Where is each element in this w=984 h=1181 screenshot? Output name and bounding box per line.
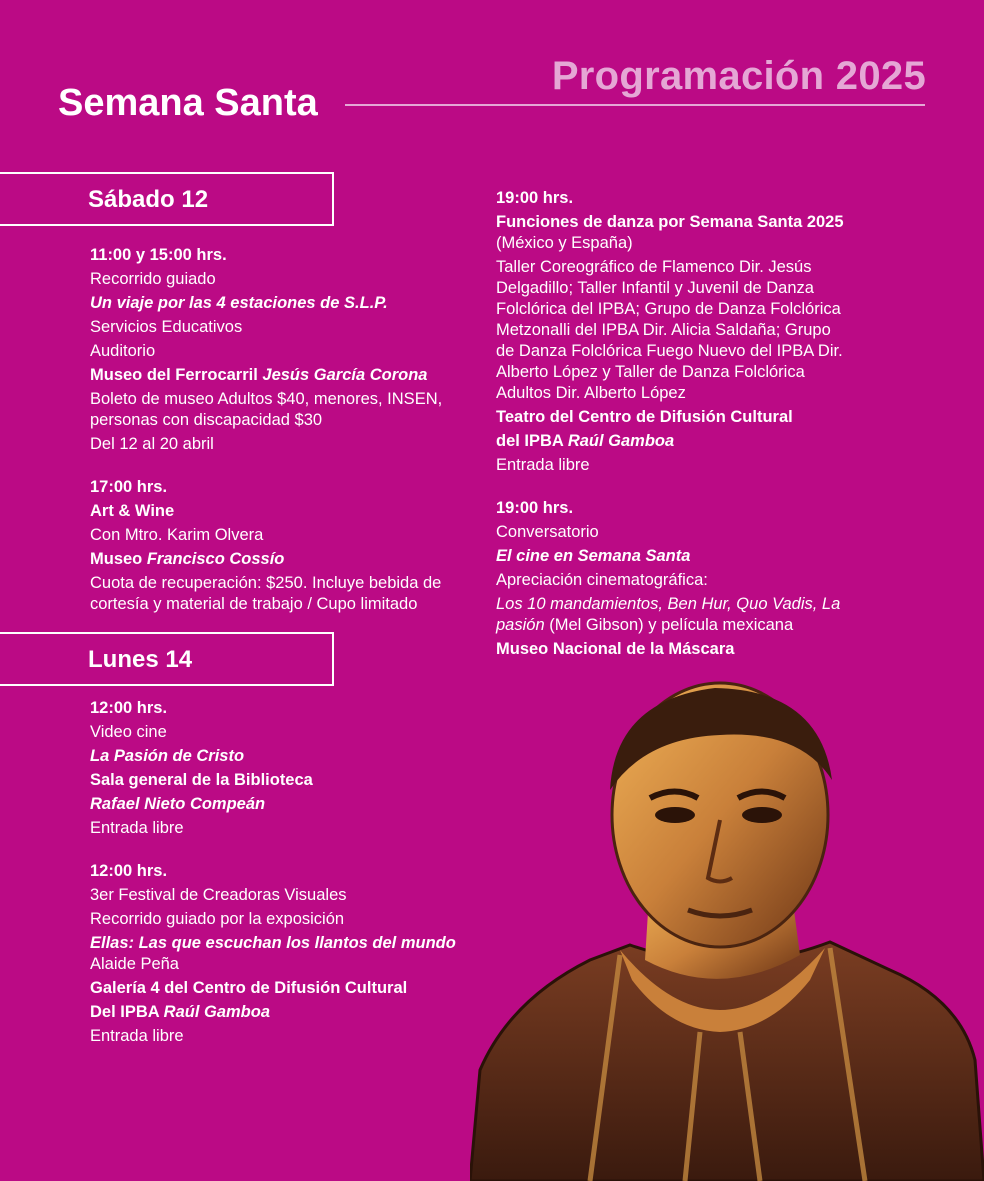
event-venue-line-2 (496, 431, 936, 452)
event-entry: Entrada libre (90, 1027, 184, 1045)
event-room: Auditorio (90, 342, 156, 360)
event-desc-line-7: Adultos Dir. Alberto López (496, 384, 686, 402)
venue-name: Del IPBA (90, 1003, 164, 1021)
event-time: 17:00 hrs. (90, 478, 168, 496)
event-subheading: Apreciación cinematográfica: (496, 571, 708, 589)
event-time: 19:00 hrs. (496, 189, 574, 207)
event-type: Recorrido guiado (90, 270, 216, 288)
event-festival: 3er Festival de Creadoras Visuales (90, 886, 347, 904)
event-venue-line-1: Teatro del Centro de Difusión Cultural (496, 408, 793, 426)
right-column-events (496, 188, 936, 682)
title-rule (345, 104, 925, 106)
event-desc-line-5: de Danza Folclórica Fuego Nuevo del IPBA Dir. (496, 342, 843, 360)
film-title-italic: pasión (496, 616, 545, 634)
event-desc-line-2: Delgadillo; Taller Infantil y Juvenil de Danza (496, 279, 814, 297)
event-venue-line-1: Galería 4 del Centro de Difusión Cultural (90, 979, 408, 997)
event-price-line-2: personas con discapacidad $30 (90, 411, 323, 429)
film-note: (Mel Gibson) y película mexicana (544, 616, 794, 634)
event-price-line-1: Boleto de museo Adultos $40, menores, INSEN, (90, 390, 443, 408)
event-title: Ellas: Las que escuchan los llantos del mundo (90, 934, 456, 952)
venue-name-italic: Raúl Gamboa (567, 432, 675, 450)
event-desc-line-4: Metzonalli del IPBA Dir. Alicia Saldaña; Grupo (496, 321, 831, 339)
event-subtitle: (México y España) (496, 234, 633, 252)
event-type: Recorrido guiado por la exposición (90, 910, 345, 928)
event-films-line-2 (496, 615, 936, 636)
actor-portrait-illustration (470, 680, 984, 1181)
event-artist: Alaide Peña (90, 955, 179, 973)
event-organizer: Servicios Educativos (90, 318, 243, 336)
event-entry: Entrada libre (90, 819, 184, 837)
event-time: 12:00 hrs. (90, 862, 168, 880)
venue-name: del IPBA (496, 432, 568, 450)
section-title: Semana Santa (58, 82, 318, 124)
event-type: Conversatorio (496, 523, 599, 541)
event-venue-line-2: Rafael Nieto Compeán (90, 795, 266, 813)
event-time: 12:00 hrs. (90, 699, 168, 717)
day-box-monday (0, 632, 334, 686)
venue-name-italic: Jesús García Corona (262, 366, 428, 384)
event-films-line-1: Los 10 mandamientos, Ben Hur, Quo Vadis, La (496, 595, 841, 613)
event-desc-line-6: Alberto López y Taller de Danza Folclórica (496, 363, 805, 381)
event-type: Video cine (90, 723, 167, 741)
monday-events (90, 698, 485, 1069)
venue-name: Museo del Ferrocarril (90, 366, 263, 384)
event-dates: Del 12 al 20 abril (90, 435, 214, 453)
venue-name-italic: Francisco Cossío (146, 550, 285, 568)
venue-name: Museo (90, 550, 147, 568)
day-box-saturday (0, 172, 334, 226)
saturday-events (90, 245, 485, 637)
event-title: Art & Wine (90, 502, 175, 520)
event-venue-line-2 (90, 1002, 485, 1023)
event-title: Un viaje por las 4 estaciones de S.L.P. (90, 294, 388, 312)
event-title: La Pasión de Cristo (90, 747, 245, 765)
event-venue: Museo Nacional de la Máscara (496, 640, 735, 658)
event-art-wine (90, 477, 485, 615)
event-time: 11:00 y 15:00 hrs. (90, 246, 227, 264)
event-title: El cine en Semana Santa (496, 547, 691, 565)
event-price-line-2: cortesía y material de trabajo / Cupo limitado (90, 595, 418, 613)
event-creadoras-visuales (90, 861, 485, 1047)
day-label-monday: Lunes 14 (88, 646, 193, 673)
event-desc-line-3: Folclórica del IPBA; Grupo de Danza Folclórica (496, 300, 841, 318)
day-label-saturday: Sábado 12 (88, 186, 209, 213)
event-funciones-danza (496, 188, 936, 476)
event-venue (90, 365, 485, 386)
event-host: Con Mtro. Karim Olvera (90, 526, 264, 544)
event-recorrido-guiado (90, 245, 485, 455)
event-time: 19:00 hrs. (496, 499, 574, 517)
venue-name-italic: Raúl Gamboa (163, 1003, 271, 1021)
event-venue (90, 549, 485, 570)
event-venue-line-1: Sala general de la Biblioteca (90, 771, 313, 789)
event-entry: Entrada libre (496, 456, 590, 474)
event-desc-line-1: Taller Coreográfico de Flamenco Dir. Jesús (496, 258, 812, 276)
event-title: Funciones de danza por Semana Santa 2025 (496, 213, 844, 231)
event-video-cine (90, 698, 485, 839)
event-conversatorio (496, 498, 936, 660)
event-price-line-1: Cuota de recuperación: $250. Incluye bebida de (90, 574, 442, 592)
programacion-title: Programación 2025 (551, 54, 926, 98)
